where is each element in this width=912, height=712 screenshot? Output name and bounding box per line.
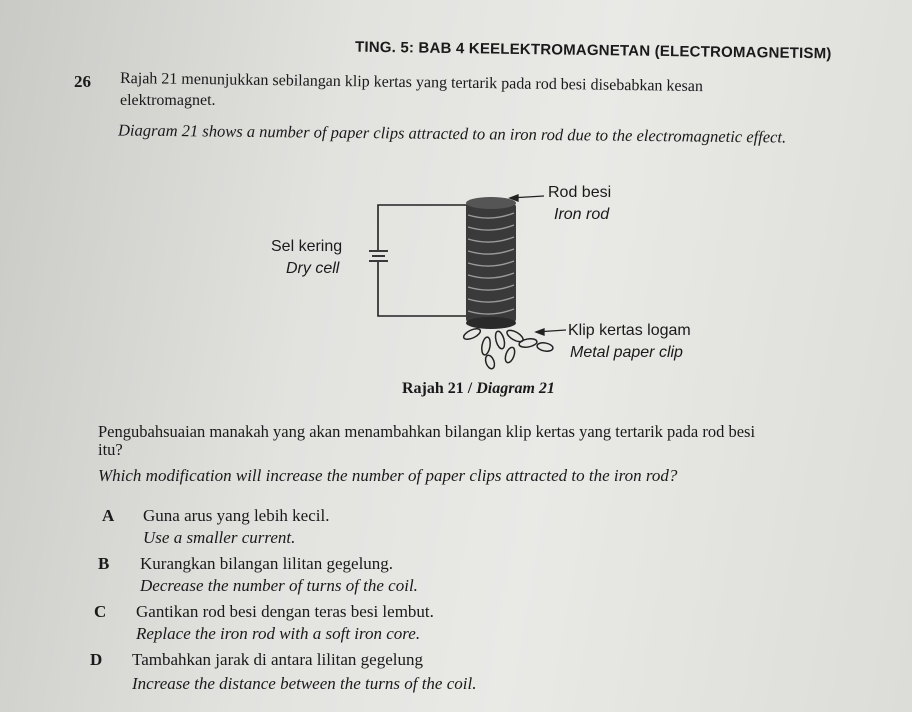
option-b-malay: Kurangkan bilangan lilitan gegelung. bbox=[140, 554, 394, 573]
option-b-english: Decrease the number of turns of the coil. bbox=[140, 576, 418, 595]
label-clip-malay: Klip kertas logam bbox=[568, 322, 691, 339]
option-d-english: Increase the distance between the turns of the coil. bbox=[132, 674, 477, 693]
caption-english: Diagram 21 bbox=[476, 380, 555, 397]
option-a-english: Use a smaller current. bbox=[143, 528, 296, 547]
caption-malay: Rajah 21 / bbox=[402, 380, 477, 397]
question-text-malay-line2: elektromagnet. bbox=[120, 92, 216, 109]
diagram-caption bbox=[402, 380, 555, 398]
option-d-letter: D bbox=[90, 650, 103, 669]
option-b-letter: B bbox=[98, 554, 110, 573]
option-d-malay: Tambahkan jarak di antara lilitan gegelung bbox=[132, 650, 424, 669]
circuit-wire bbox=[378, 205, 468, 316]
option-a-letter: A bbox=[102, 506, 115, 525]
label-cell-malay: Sel kering bbox=[271, 238, 343, 255]
question-text-malay-line1: Rajah 21 menunjukkan sebilangan klip kertas yang tertarik pada rod besi disebabkan kesan bbox=[119, 69, 704, 96]
option-a-malay: Guna arus yang lebih kecil. bbox=[143, 506, 330, 525]
chapter-title: TING. 5: BAB 4 KEELEKTROMAGNETAN (ELECTROMAGNETISM) bbox=[354, 38, 832, 63]
option-c-letter: C bbox=[94, 602, 107, 621]
label-rod-malay: Rod besi bbox=[548, 184, 612, 201]
option-c-english: Replace the iron rod with a soft iron core. bbox=[136, 624, 421, 643]
option-c-malay: Gantikan rod besi dengan teras besi lembut. bbox=[136, 602, 434, 621]
prompt-malay-line2: itu? bbox=[98, 440, 123, 459]
question-number: 26 bbox=[74, 72, 91, 91]
prompt-malay-line1: Pengubahsuaian manakah yang akan menambahkan bilangan klip kertas yang tertarik pada rod besi bbox=[98, 422, 756, 441]
label-clip-english: Metal paper clip bbox=[570, 344, 683, 361]
dry-cell-symbol bbox=[369, 251, 388, 261]
question-text-english: Diagram 21 shows a number of paper clips attracted to an iron rod due to the electromagnetic effect. bbox=[117, 120, 787, 147]
prompt-english: Which modification will increase the number of paper clips attracted to the iron rod? bbox=[98, 466, 678, 485]
label-rod-english: Iron rod bbox=[554, 206, 610, 223]
label-cell-english: Dry cell bbox=[286, 260, 340, 277]
